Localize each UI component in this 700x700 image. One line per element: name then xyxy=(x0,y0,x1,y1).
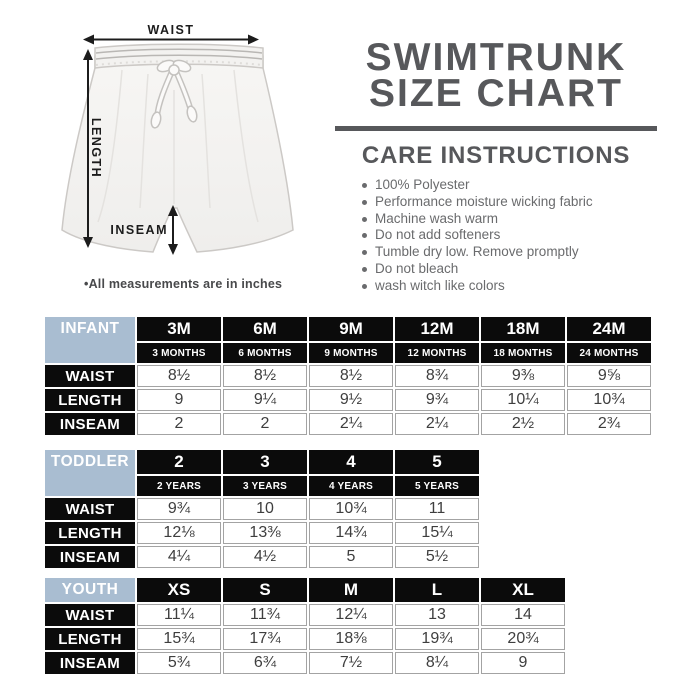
measurements-footnote: •All measurements are in inches xyxy=(84,277,283,291)
size-header: 3M xyxy=(137,317,221,341)
size-subheader: 3 YEARS xyxy=(223,476,307,496)
measure-value: 8¼ xyxy=(395,652,479,674)
table-row xyxy=(45,498,479,520)
measure-value: 11¾ xyxy=(223,604,307,626)
measure-value: 14 xyxy=(481,604,565,626)
group-label-youth: YOUTH xyxy=(45,578,135,602)
size-subheader: 12 MONTHS xyxy=(395,343,479,363)
measure-label-length: LENGTH xyxy=(45,628,135,650)
measure-value: 13⅜ xyxy=(223,522,307,544)
measure-value: 9⅜ xyxy=(481,365,565,387)
measure-label-waist: WAIST xyxy=(45,604,135,626)
size-subheader: 2 YEARS xyxy=(137,476,221,496)
measure-label-inseam: INSEAM xyxy=(45,652,135,674)
size-header: S xyxy=(223,578,307,602)
care-item-text: Tumble dry low. Remove promptly xyxy=(375,244,579,260)
measure-label-inseam: INSEAM xyxy=(45,413,135,435)
size-header: 3 xyxy=(223,450,307,474)
care-item-text: Do not add softeners xyxy=(375,227,501,243)
table-row xyxy=(45,652,565,674)
measure-value: 2½ xyxy=(481,413,565,435)
size-table-youth xyxy=(43,576,567,676)
measure-value: 7½ xyxy=(309,652,393,674)
measure-value: 5¾ xyxy=(137,652,221,674)
table-row xyxy=(45,365,651,387)
measure-value: 9¾ xyxy=(395,389,479,411)
size-table-infant xyxy=(43,315,653,437)
waist-arrowhead-left xyxy=(83,35,94,45)
size-header: M xyxy=(309,578,393,602)
waist-arrowhead-right xyxy=(248,35,259,45)
size-header: 2 xyxy=(137,450,221,474)
care-item xyxy=(362,227,657,244)
measure-value: 8¾ xyxy=(395,365,479,387)
measure-value: 12¼ xyxy=(309,604,393,626)
measure-value: 9¼ xyxy=(223,389,307,411)
measure-value: 9 xyxy=(481,652,565,674)
measure-value: 6¾ xyxy=(223,652,307,674)
measure-value: 9½ xyxy=(309,389,393,411)
bullet-icon xyxy=(362,200,367,205)
size-header: L xyxy=(395,578,479,602)
measure-value: 13 xyxy=(395,604,479,626)
measure-value: 2¼ xyxy=(309,413,393,435)
page-title-line2: SIZE CHART xyxy=(369,72,623,115)
size-header: 9M xyxy=(309,317,393,341)
measure-label-inseam: INSEAM xyxy=(45,546,135,568)
size-subheader: 3 MONTHS xyxy=(137,343,221,363)
measure-value: 9 xyxy=(137,389,221,411)
care-list xyxy=(335,177,657,295)
measure-value: 10¼ xyxy=(481,389,565,411)
group-label-infant: INFANT xyxy=(45,317,135,363)
bullet-icon xyxy=(362,250,367,255)
page-title xyxy=(335,36,657,115)
table-row xyxy=(45,413,651,435)
care-item xyxy=(362,194,657,211)
size-subheader: 6 MONTHS xyxy=(223,343,307,363)
measure-value: 10¾ xyxy=(309,498,393,520)
length-arrowhead-top xyxy=(83,49,93,60)
care-item-text: 100% Polyester xyxy=(375,177,470,192)
measure-value: 10¾ xyxy=(567,389,651,411)
size-subheader: 24 MONTHS xyxy=(567,343,651,363)
waist-measure xyxy=(83,23,259,45)
care-item xyxy=(362,211,657,228)
measure-value: 5 xyxy=(309,546,393,568)
size-header: 4 xyxy=(309,450,393,474)
measure-value: 2 xyxy=(223,413,307,435)
shorts-illustration xyxy=(30,8,340,276)
care-item xyxy=(362,244,657,261)
measure-value: 11 xyxy=(395,498,479,520)
measure-value: 2¼ xyxy=(395,413,479,435)
measure-value: 18⅜ xyxy=(309,628,393,650)
measure-value: 15¼ xyxy=(395,522,479,544)
measure-label-waist: WAIST xyxy=(45,365,135,387)
size-header: 5 xyxy=(395,450,479,474)
size-header: 12M xyxy=(395,317,479,341)
title-divider xyxy=(335,126,657,131)
size-subheader: 18 MONTHS xyxy=(481,343,565,363)
length-label: LENGTH xyxy=(89,117,103,179)
size-subheader: 9 MONTHS xyxy=(309,343,393,363)
care-instructions-title: CARE INSTRUCTIONS xyxy=(361,142,631,169)
size-subheader: 4 YEARS xyxy=(309,476,393,496)
bullet-icon xyxy=(362,267,367,272)
care-item xyxy=(362,177,657,194)
table-row xyxy=(45,546,479,568)
measure-value: 5½ xyxy=(395,546,479,568)
measure-value: 9¾ xyxy=(137,498,221,520)
measure-label-waist: WAIST xyxy=(45,498,135,520)
care-item-text: Machine wash warm xyxy=(375,210,499,226)
care-item-text: Do not bleach xyxy=(375,260,459,276)
measure-value: 8½ xyxy=(223,365,307,387)
bullet-icon xyxy=(362,217,367,222)
measure-value: 8½ xyxy=(137,365,221,387)
measure-label-length: LENGTH xyxy=(45,522,135,544)
page-title-line1: SWIMTRUNK xyxy=(365,36,627,79)
measure-value: 20¾ xyxy=(481,628,565,650)
measure-value: 2 xyxy=(137,413,221,435)
bullet-icon xyxy=(362,183,367,188)
measure-value: 2¾ xyxy=(567,413,651,435)
table-row xyxy=(45,628,565,650)
inseam-label: INSEAM xyxy=(110,223,168,237)
measure-value: 11¼ xyxy=(137,604,221,626)
size-header: 6M xyxy=(223,317,307,341)
size-header: XS xyxy=(137,578,221,602)
group-label-toddler: TODDLER xyxy=(45,450,135,496)
care-item xyxy=(362,278,657,295)
measure-value: 12⅛ xyxy=(137,522,221,544)
measure-value: 4¼ xyxy=(137,546,221,568)
measure-value: 8½ xyxy=(309,365,393,387)
measure-value: 9⅝ xyxy=(567,365,651,387)
measure-value: 4½ xyxy=(223,546,307,568)
inseam-arrowhead-bottom xyxy=(168,244,178,255)
bullet-icon xyxy=(362,284,367,289)
size-subheader: 5 YEARS xyxy=(395,476,479,496)
measure-value: 19¾ xyxy=(395,628,479,650)
measure-label-length: LENGTH xyxy=(45,389,135,411)
table-row xyxy=(45,389,651,411)
measure-value: 14¾ xyxy=(309,522,393,544)
measure-value: 10 xyxy=(223,498,307,520)
measure-value: 17¾ xyxy=(223,628,307,650)
care-item xyxy=(362,261,657,278)
size-header: 24M xyxy=(567,317,651,341)
header-column xyxy=(335,36,657,295)
size-header: 18M xyxy=(481,317,565,341)
size-header: XL xyxy=(481,578,565,602)
bullet-icon xyxy=(362,233,367,238)
table-row xyxy=(45,522,479,544)
care-item-text: wash witch like colors xyxy=(375,277,505,293)
size-table-toddler xyxy=(43,448,481,570)
waist-label: WAIST xyxy=(147,23,195,37)
care-item-text: Performance moisture wicking fabric xyxy=(375,193,593,209)
table-row xyxy=(45,604,565,626)
measure-value: 15¾ xyxy=(137,628,221,650)
